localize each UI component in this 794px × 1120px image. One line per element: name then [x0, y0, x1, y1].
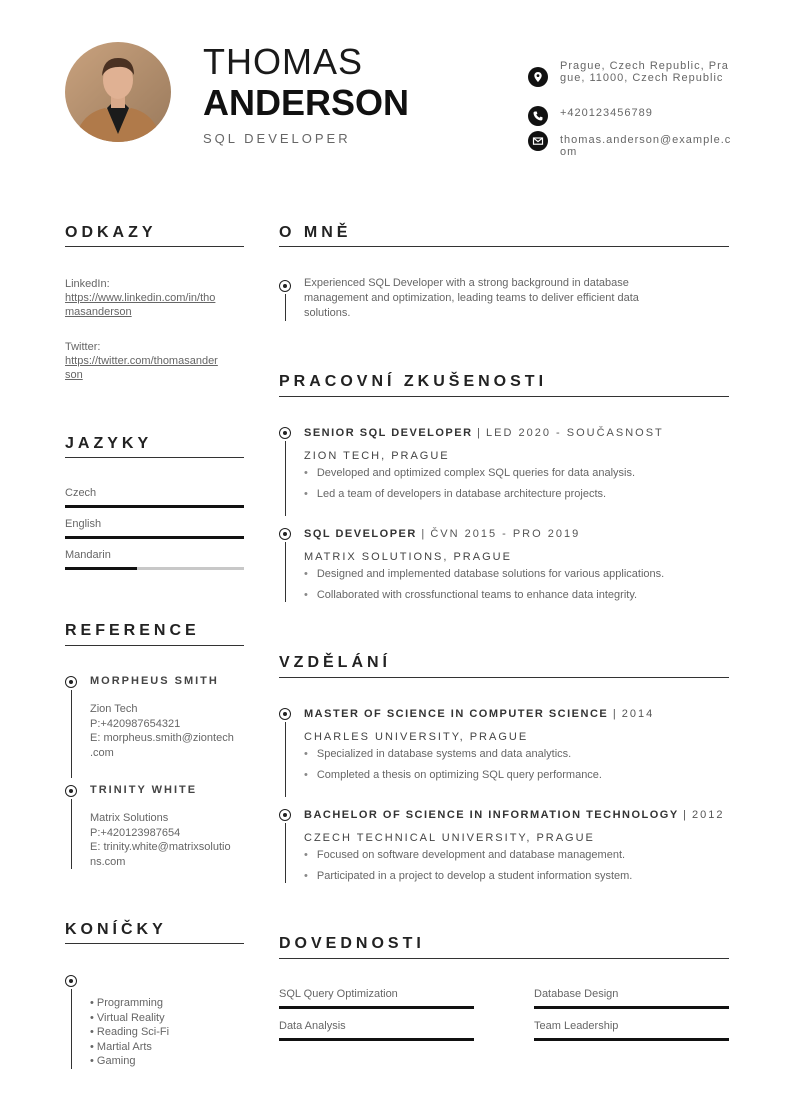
job-bullet: • Designed and implemented database solutions for various applications. [304, 568, 664, 580]
link-item-twitter [65, 340, 247, 382]
linkedin-link-cont[interactable]: masanderson [65, 306, 132, 318]
hobbies-list [90, 996, 169, 1069]
language-bar-czech [65, 505, 244, 508]
skill-bar [534, 1006, 729, 1009]
timeline-marker [279, 280, 291, 292]
timeline-marker [279, 708, 291, 720]
hobbies-heading: KONÍČKY [65, 921, 167, 938]
email-text: thomas.anderson@example.com [560, 134, 732, 158]
reference-email-cont: .com [90, 746, 114, 759]
link-item-linkedin [65, 277, 247, 319]
skill-name: SQL Query Optimization [279, 988, 398, 1000]
languages-divider [65, 457, 244, 458]
education-bullet: • Focused on software development and database management. [304, 849, 625, 861]
timeline-line [71, 799, 72, 869]
contact-address [528, 60, 738, 87]
timeline-line [71, 690, 72, 778]
education-divider [279, 677, 729, 678]
language-bar-fill [65, 567, 137, 570]
skill-bar-fill [279, 1006, 474, 1009]
education-bullet: • Participated in a project to develop a student information system. [304, 870, 632, 882]
job-bullet: • Led a team of developers in database architecture projects. [304, 488, 606, 500]
map-pin-icon [528, 67, 548, 87]
skill-bar [279, 1038, 474, 1041]
timeline-marker [279, 528, 291, 540]
language-bar-fill [65, 536, 244, 539]
job-heading: SENIOR SQL DEVELOPER | LED 2020 - SOUČASNOST [304, 427, 664, 439]
education-bullet: • Specialized in database systems and data analytics. [304, 748, 571, 760]
education-heading: VZDĚLÁNÍ [279, 654, 391, 671]
education-heading-item: MASTER OF SCIENCE IN COMPUTER SCIENCE | 2014 [304, 708, 655, 720]
phone-text: +420123456789 [560, 107, 653, 119]
timeline-line [285, 823, 286, 883]
timeline-marker [279, 809, 291, 821]
hobbies-divider [65, 943, 244, 944]
education-heading-item: BACHELOR OF SCIENCE IN INFORMATION TECHNOLOGY | 2012 [304, 809, 725, 821]
hobby-item: • Gaming [90, 1055, 136, 1067]
reference-name: TRINITY WHITE [90, 784, 198, 796]
skills-heading: DOVEDNOSTI [279, 935, 425, 952]
first-name: THOMAS [203, 41, 364, 82]
skills-divider [279, 958, 729, 959]
about-text: Experienced SQL Developer with a strong background in database management and optimization, leading teams to deliver efficient data solutions. [304, 277, 639, 319]
education-school: CHARLES UNIVERSITY, PRAGUE [304, 731, 529, 743]
reference-details [90, 702, 248, 760]
skill-bar [534, 1038, 729, 1041]
education-school: CZECH TECHNICAL UNIVERSITY, PRAGUE [304, 832, 595, 844]
reference-name: MORPHEUS SMITH [90, 675, 219, 687]
skill-name: Team Leadership [534, 1020, 619, 1032]
reference-details [90, 811, 248, 869]
phone-icon [528, 106, 548, 126]
hobby-item: • Programming [90, 997, 163, 1009]
timeline-marker [65, 975, 77, 987]
reference-company: Matrix Solutions [90, 812, 169, 824]
experience-divider [279, 396, 729, 397]
links-heading: ODKAZY [65, 224, 157, 241]
hobby-item: • Reading Sci-Fi [90, 1026, 170, 1038]
linkedin-link[interactable]: https://www.linkedin.com/in/tho [65, 292, 216, 304]
job-heading: SQL DEVELOPER | ČVN 2015 - PRO 2019 [304, 528, 581, 540]
timeline-marker [279, 427, 291, 439]
skill-name: Data Analysis [279, 1020, 346, 1032]
reference-phone: P:+420123987654 [90, 826, 181, 839]
timeline-line [285, 542, 286, 602]
timeline-line [285, 294, 286, 321]
about-heading: O MNĚ [279, 224, 352, 241]
timeline-marker [65, 785, 77, 797]
reference-email: E: trinity.white@matrixsolutio [90, 841, 231, 853]
contact-phone [528, 107, 738, 126]
language-name: Czech [65, 487, 97, 499]
timeline-line [285, 441, 286, 516]
language-name: English [65, 518, 102, 530]
timeline-line [285, 722, 286, 797]
job-company: MATRIX SOLUTIONS, PRAGUE [304, 551, 512, 563]
reference-email-cont: ns.com [90, 855, 126, 868]
language-name: Mandarin [65, 549, 111, 561]
timeline-marker [65, 676, 77, 688]
language-bar-mandarin [65, 567, 244, 570]
language-bar-english [65, 536, 244, 539]
address-text: Prague, Czech Republic, Prague, 11000, Czech Republic [560, 60, 729, 84]
language-bar-fill [65, 505, 244, 508]
job-title: SQL DEVELOPER [203, 131, 351, 146]
avatar [65, 42, 171, 142]
reference-email: E: morpheus.smith@ziontech [90, 732, 234, 744]
twitter-link[interactable]: https://twitter.com/thomasander [65, 355, 218, 367]
links-divider [65, 246, 244, 247]
job-company: ZION TECH, PRAGUE [304, 450, 450, 462]
skill-bar-fill [534, 1006, 729, 1009]
link-label: Twitter: [65, 341, 101, 353]
timeline-line [71, 989, 72, 1069]
twitter-link-cont[interactable]: son [65, 369, 83, 381]
reference-company: Zion Tech [90, 703, 138, 715]
skill-bar-fill [534, 1038, 729, 1041]
envelope-icon [528, 131, 548, 151]
job-bullet: • Collaborated with crossfunctional teams to enhance data integrity. [304, 589, 637, 601]
reference-phone: P:+420987654321 [90, 717, 181, 730]
hobby-item: • Martial Arts [90, 1040, 152, 1053]
languages-heading: JAZYKY [65, 435, 153, 452]
about-divider [279, 246, 729, 247]
references-heading: REFERENCE [65, 622, 200, 639]
skill-bar [279, 1006, 474, 1009]
job-bullet: • Developed and optimized complex SQL queries for data analysis. [304, 467, 635, 479]
experience-heading: PRACOVNÍ ZKUŠENOSTI [279, 373, 548, 390]
skill-name: Database Design [534, 988, 619, 1000]
references-divider [65, 645, 244, 646]
education-bullet: • Completed a thesis on optimizing SQL query performance. [304, 769, 602, 781]
contact-email [528, 134, 738, 158]
hobby-item: • Virtual Reality [90, 1011, 165, 1024]
last-name: ANDERSON [203, 82, 410, 123]
link-label: LinkedIn: [65, 278, 110, 290]
skill-bar-fill [279, 1038, 474, 1041]
